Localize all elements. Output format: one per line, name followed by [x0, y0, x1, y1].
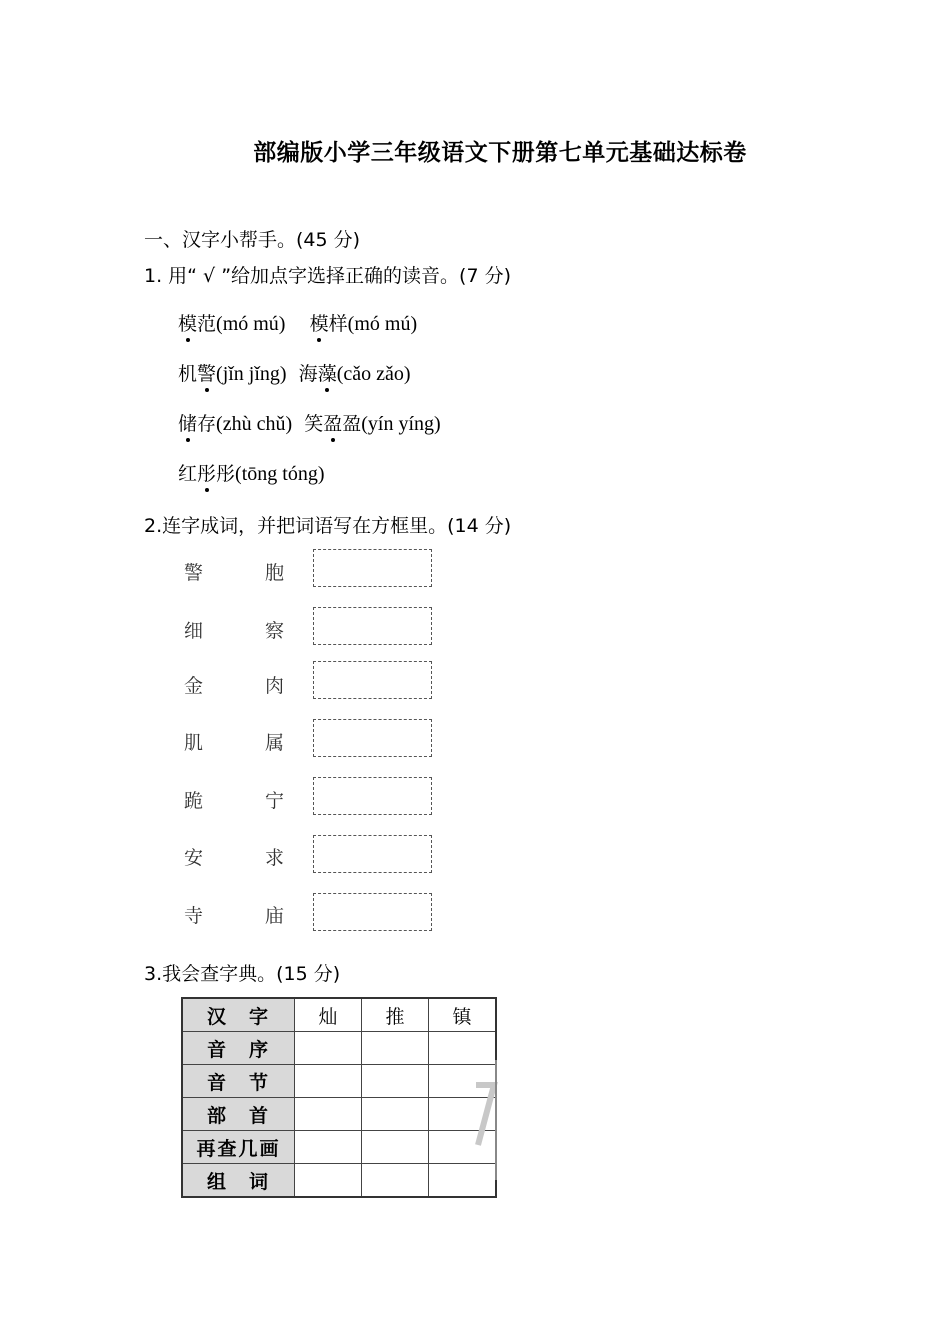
- left-char[interactable]: 安: [184, 847, 204, 869]
- pinyin-item: 模范(mó mú): [178, 313, 285, 335]
- row-header: 组 词: [182, 1164, 295, 1198]
- table-row: [182, 998, 496, 1032]
- pinyin-item: 模样(mó mú): [310, 313, 417, 335]
- answer-box[interactable]: [313, 777, 432, 815]
- pinyin-line-2: [178, 359, 411, 386]
- right-char[interactable]: 求: [265, 847, 285, 869]
- left-char[interactable]: 警: [184, 562, 204, 584]
- answer-cell[interactable]: [295, 1032, 362, 1065]
- pinyin-line-3: [178, 409, 441, 436]
- right-char[interactable]: 胞: [265, 562, 285, 584]
- left-char[interactable]: 金: [184, 675, 204, 697]
- answer-cell[interactable]: [362, 1164, 429, 1198]
- left-char[interactable]: 细: [184, 620, 204, 642]
- answer-box[interactable]: [313, 607, 432, 645]
- pinyin-item: 储存(zhù chǔ): [178, 413, 292, 435]
- pinyin-item: 海藻(cǎo zǎo): [299, 363, 411, 385]
- answer-box[interactable]: [313, 893, 432, 931]
- left-char[interactable]: 寺: [184, 905, 204, 927]
- answer-box[interactable]: [313, 661, 432, 699]
- answer-cell[interactable]: [295, 1164, 362, 1198]
- row-header: 音 节: [182, 1065, 295, 1098]
- row-header: 再查几画: [182, 1131, 295, 1164]
- answer-cell[interactable]: [362, 1065, 429, 1098]
- table-row: [182, 1164, 496, 1198]
- answer-cell[interactable]: [295, 1065, 362, 1098]
- pinyin-line-1: [178, 309, 417, 336]
- row-header: 汉 字: [182, 998, 295, 1032]
- row-header: 部 首: [182, 1098, 295, 1131]
- right-char[interactable]: 肉: [265, 675, 285, 697]
- char-cell: 镇: [429, 998, 497, 1032]
- answer-cell[interactable]: [362, 1032, 429, 1065]
- char-cell: 推: [362, 998, 429, 1032]
- question-2-label: 2.连字成词，并把词语写在方框里。(14 分): [144, 515, 512, 537]
- pinyin-item: 红彤彤(tōng tóng): [178, 463, 324, 485]
- answer-box[interactable]: [313, 835, 432, 873]
- right-char[interactable]: 庙: [265, 905, 285, 927]
- page-title: 部编版小学三年级语文下册第七单元基础达标卷: [253, 140, 747, 166]
- answer-cell[interactable]: [295, 1098, 362, 1131]
- answer-box[interactable]: [313, 719, 432, 757]
- pinyin-line-4: [178, 459, 324, 486]
- pinyin-item: 机警(jǐn jǐng): [178, 363, 287, 385]
- left-char[interactable]: 肌: [184, 732, 204, 754]
- section-1-heading: 一、汉字小帮手。(45 分): [144, 229, 361, 251]
- answer-cell[interactable]: [362, 1098, 429, 1131]
- row-header: 音 序: [182, 1032, 295, 1065]
- answer-cell[interactable]: [362, 1131, 429, 1164]
- pinyin-item: 笑盈盈(yín yíng): [304, 413, 440, 435]
- answer-cell[interactable]: [295, 1131, 362, 1164]
- right-char[interactable]: 宁: [265, 790, 285, 812]
- table-row: [182, 1065, 496, 1098]
- left-char[interactable]: 跪: [184, 790, 204, 812]
- right-char[interactable]: 属: [265, 732, 285, 754]
- table-row: [182, 1098, 496, 1131]
- question-3-label: 3.我会查字典。(15 分): [144, 963, 341, 985]
- char-cell: 灿: [295, 998, 362, 1032]
- right-char[interactable]: 察: [265, 620, 285, 642]
- answer-box[interactable]: [313, 549, 432, 587]
- table-row: [182, 1131, 496, 1164]
- watermark-mark: [472, 1060, 498, 1180]
- question-1-label: 1. 用“ √ ”给加点字选择正确的读音。(7 分): [144, 265, 511, 287]
- dictionary-table: [181, 997, 497, 1198]
- table-row: [182, 1032, 496, 1065]
